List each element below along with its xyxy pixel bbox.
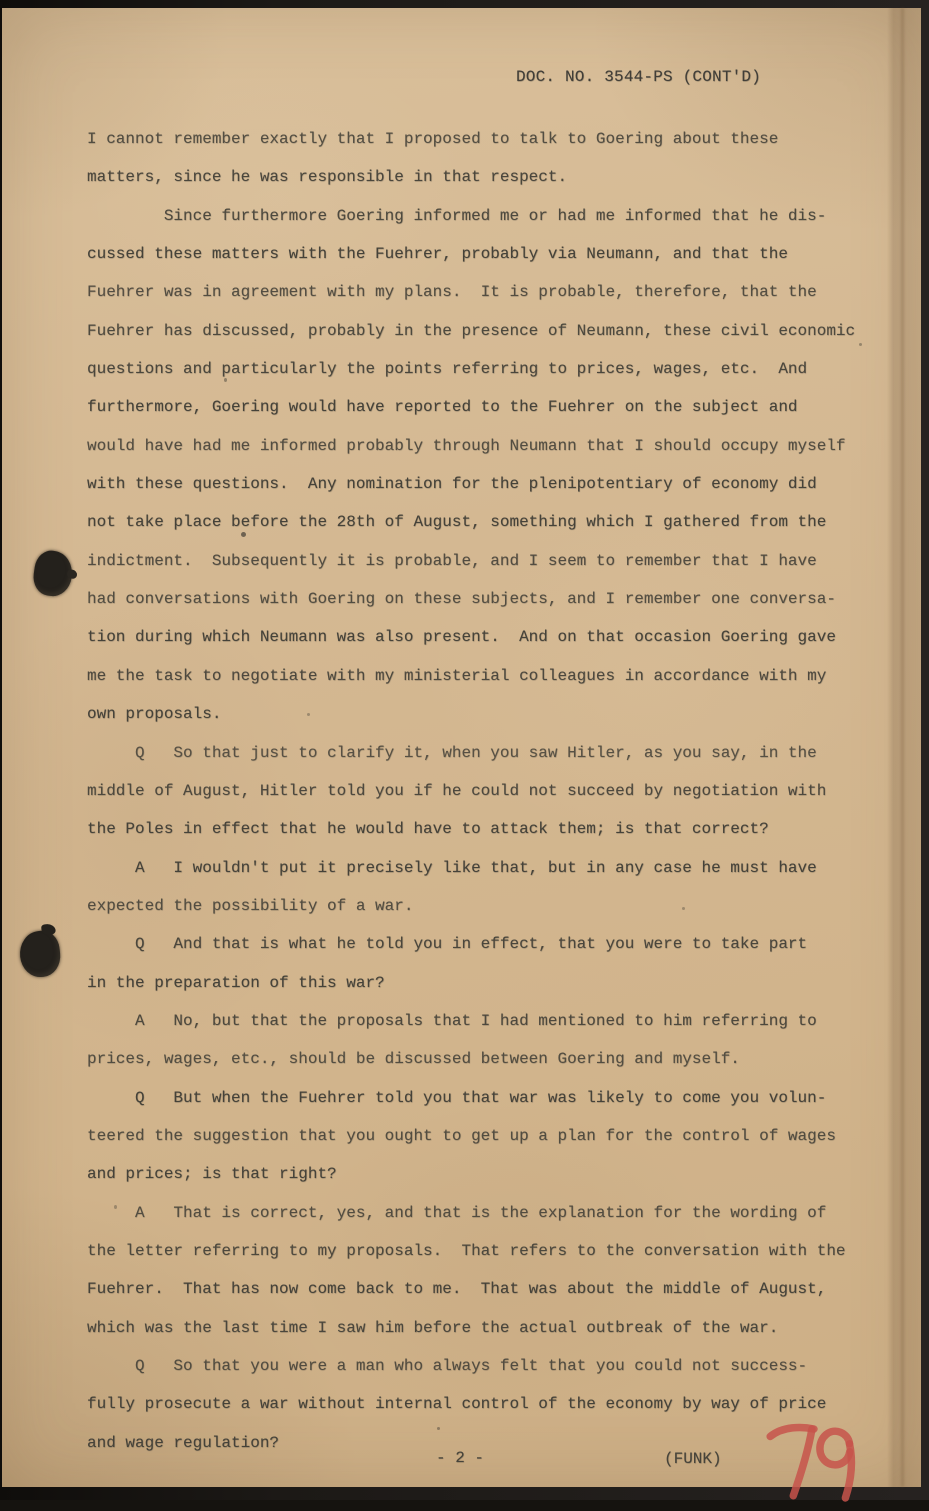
- transcript-line: Fuehrer has discussed, probably in the presence of Neumann, these civil economic: [87, 321, 856, 340]
- transcript-line: the letter referring to my proposals. That refers to the conversation with the: [87, 1241, 846, 1260]
- speaker-footer-label: (FUNK): [664, 1450, 722, 1468]
- transcript-line: had conversations with Goering on these subjects, and I remember one conversa-: [87, 590, 836, 609]
- transcript-line: expected the possibility of a war.: [87, 896, 414, 915]
- transcript-line: Q So that just to clarify it, when you saw Hitler, as you say, in the: [87, 743, 817, 762]
- page-number: - 2 -: [436, 1449, 485, 1467]
- transcript-line: tion during which Neumann was also present. And on that occasion Goering gave: [87, 628, 836, 647]
- ink-speck: [224, 378, 227, 382]
- ink-speck: [437, 1427, 440, 1430]
- doc-number-header: DOC. NO. 3544-PS (CONT'D): [516, 68, 762, 86]
- transcript-line: prices, wages, etc., should be discussed between Goering and myself.: [87, 1050, 740, 1069]
- transcript-line: indictment. Subsequently it is probable, and I seem to remember that I have: [87, 551, 817, 570]
- transcript-line: the Poles in effect that he would have to attack them; is that correct?: [87, 820, 769, 839]
- transcript-line: A That is correct, yes, and that is the explanation for the wording of: [87, 1203, 827, 1222]
- transcript-line: A I wouldn't put it precisely like that, but in any case he must have: [87, 858, 817, 877]
- transcript-line: own proposals.: [87, 705, 222, 724]
- transcript-line: Fuehrer was in agreement with my plans. It is probable, therefore, that the: [87, 283, 817, 302]
- transcript-line: fully prosecute a war without internal control of the economy by way of price: [87, 1395, 827, 1414]
- transcript-line: Fuehrer. That has now come back to me. That was about the middle of August,: [87, 1280, 827, 1299]
- transcript-line: furthermore, Goering would have reported to the Fuehrer on the subject and: [87, 398, 798, 417]
- transcript-line: teered the suggestion that you ought to get up a plan for the control of wages: [87, 1126, 836, 1145]
- transcript-line: which was the last time I saw him before the actual outbreak of the war.: [87, 1318, 779, 1337]
- ink-speck: [307, 713, 310, 716]
- transcript-line: cussed these matters with the Fuehrer, probably via Neumann, and that the: [87, 245, 788, 264]
- handwritten-page-number: [760, 1412, 867, 1506]
- transcript-lines: [87, 120, 887, 1462]
- ink-speck: [241, 532, 246, 537]
- transcript-line: I cannot remember exactly that I proposed to talk to Goering about these: [87, 130, 779, 148]
- transcript-line: middle of August, Hitler told you if he could not succeed by negotiation with: [87, 781, 827, 800]
- transcript-line: not take place before the 28th of August, something which I gathered from the: [87, 513, 827, 532]
- transcript-line: Q But when the Fuehrer told you that war was likely to come you volun-: [87, 1088, 827, 1107]
- transcript-line: A No, but that the proposals that I had mentioned to him referring to: [87, 1011, 817, 1030]
- transcript-line: and prices; is that right?: [87, 1165, 337, 1184]
- paper-crease: [901, 8, 904, 1487]
- transcript-line: Since furthermore Goering informed me or had me informed that he dis-: [87, 206, 827, 225]
- transcript-line: would have had me informed probably through Neumann that I should occupy myself: [87, 436, 846, 455]
- transcript-line: me the task to negotiate with my ministerial colleagues in accordance with my: [87, 666, 827, 685]
- ink-speck: [682, 907, 685, 910]
- ink-speck: [114, 1205, 117, 1209]
- document-page: [2, 8, 921, 1487]
- red-crayon-79-icon: [760, 1412, 867, 1506]
- transcript-line: in the preparation of this war?: [87, 973, 385, 992]
- ink-speck: [859, 343, 862, 346]
- transcript-line: with these questions. Any nomination for the plenipotentiary of economy did: [87, 475, 817, 494]
- transcript-line: Q So that you were a man who always felt that you could not success-: [87, 1357, 808, 1375]
- transcript-line: questions and particularly the points referring to prices, wages, etc. And: [87, 360, 808, 379]
- transcript-line: matters, since he was responsible in that respect.: [87, 168, 568, 187]
- transcript-line: Q And that is what he told you in effect, that you were to take part: [87, 935, 808, 954]
- transcript-line: and wage regulation?: [87, 1433, 280, 1452]
